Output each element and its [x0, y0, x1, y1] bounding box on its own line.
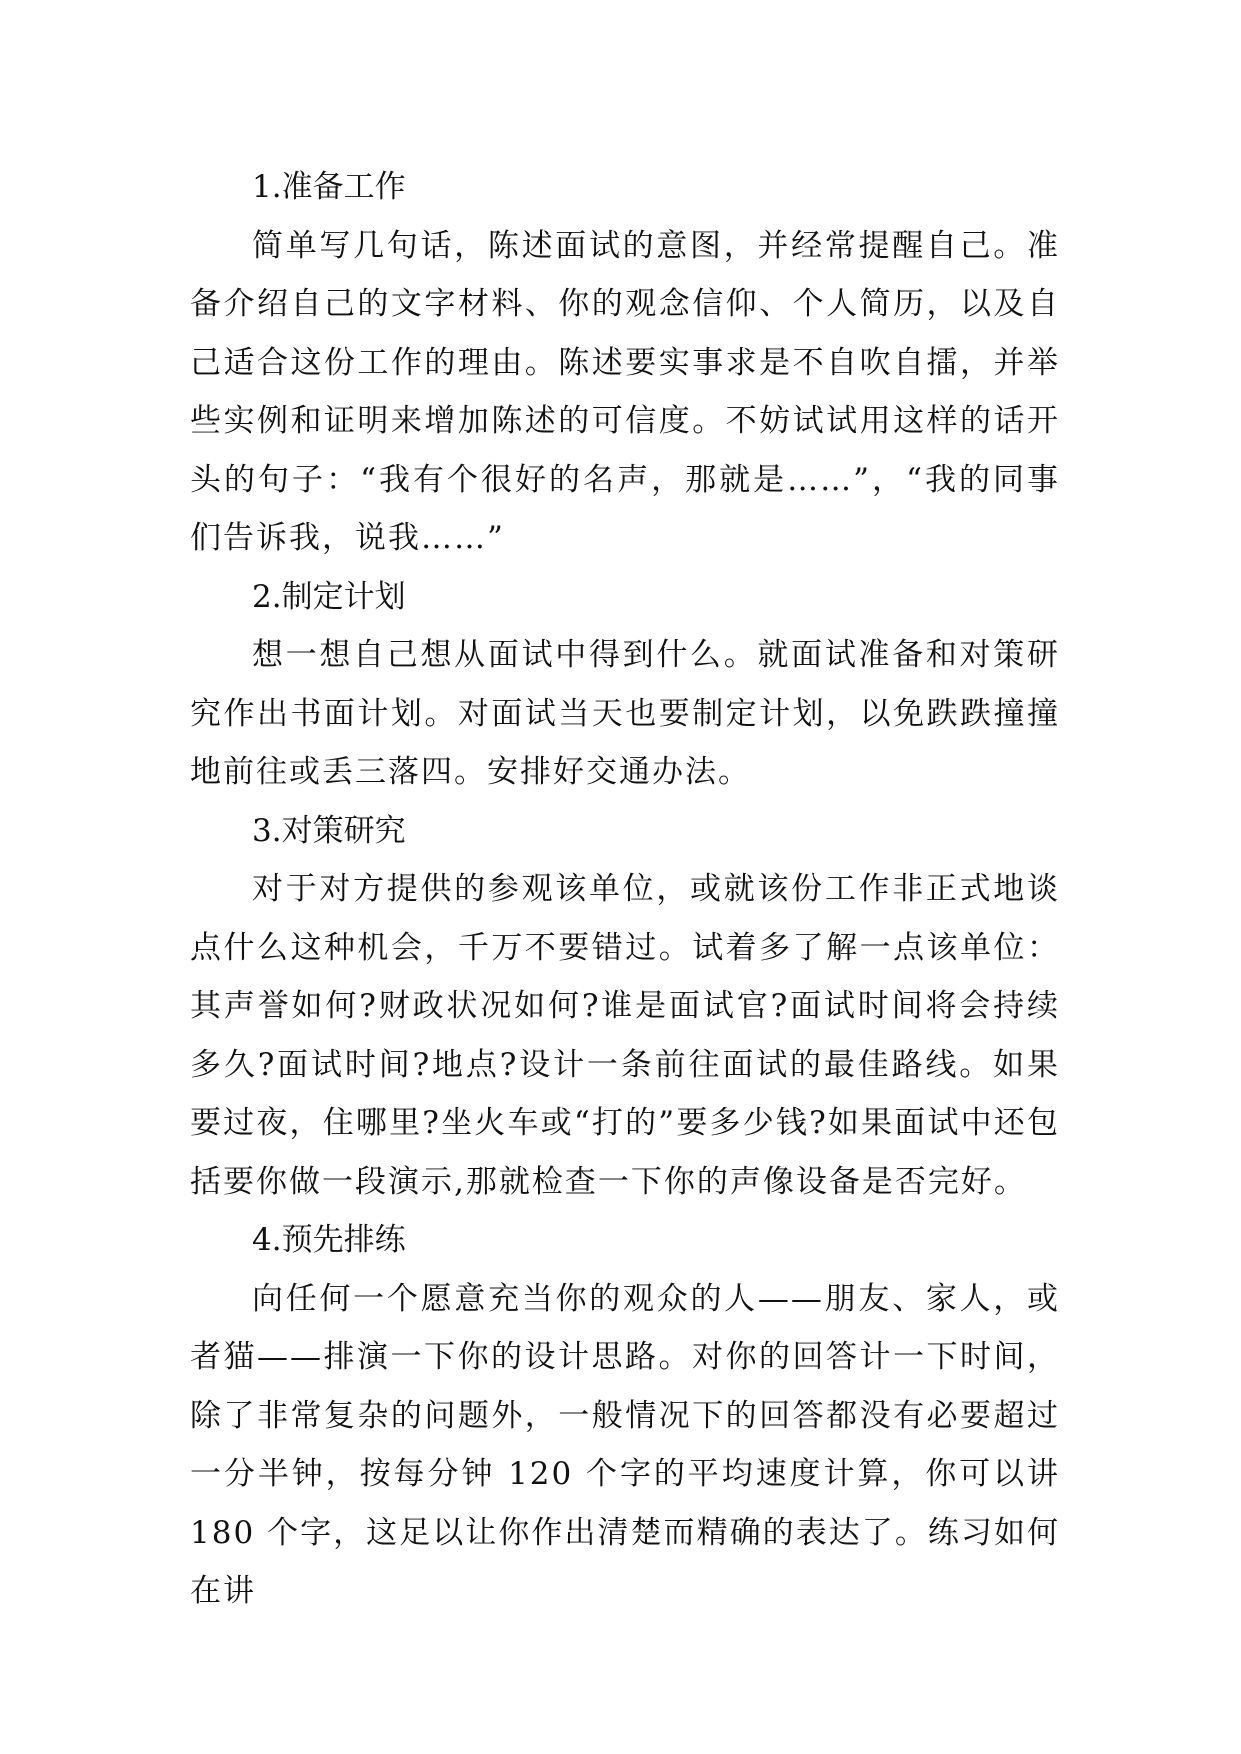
section-heading-research: 3.对策研究 — [252, 812, 406, 849]
section-body-plan: 想一想自己想从面试中得到什么。就面试准备和对策研究作出书面计划。对面试当天也要制定计划，以免跌跌撞撞地前往或丢三落四。安排好交通办法。 — [190, 637, 1060, 790]
section-heading-rehearsal: 4.预先排练 — [252, 1222, 406, 1258]
section-body-preparation: 简单写几句话，陈述面试的意图，并经常提醒自己。准备介绍自己的文字材料、你的观念信仰、个人简历，以及自己适合这份工作的理由。陈述要实事求是不自吹自擂，并举些实例和证明来增加陈述的可信度。不妨试试用这样的话开头的句子：“我有个很好的名声，那就是……”，“我的同事们告诉我，说我……” — [190, 227, 1060, 556]
section-body-rehearsal: 向任何一个愿意充当你的观众的人——朋友、家人，或者猫——排演一下你的设计思路。对你的回答计一下时间，除了非常复杂的问题外，一般情况下的回答都没有必要超过一分半钟，按每分钟 120 个字的平均速度计算，你可以讲 180 个字，这足以让你作出清楚而精确的表达了。练习如何在讲 — [190, 1280, 1060, 1609]
section-heading-preparation: 1.准备工作 — [252, 169, 406, 205]
section-body-research: 对于对方提供的参观该单位，或就该份工作非正式地谈点什么这种机会，千万不要错过。试着多了解一点该单位：其声誉如何?财政状况如何?谁是面试官?面试时间将会持续多久?面试时间?地点?设计一条前往面试的最佳路线。如果要过夜，住哪里?坐火车或“打的”要多少钱?如果面试中还包括要你做一段演示,那就检查一下你的声像设备是否完好。 — [190, 871, 1060, 1200]
document-page — [190, 158, 1060, 1621]
section-heading-plan: 2.制定计划 — [252, 578, 406, 615]
